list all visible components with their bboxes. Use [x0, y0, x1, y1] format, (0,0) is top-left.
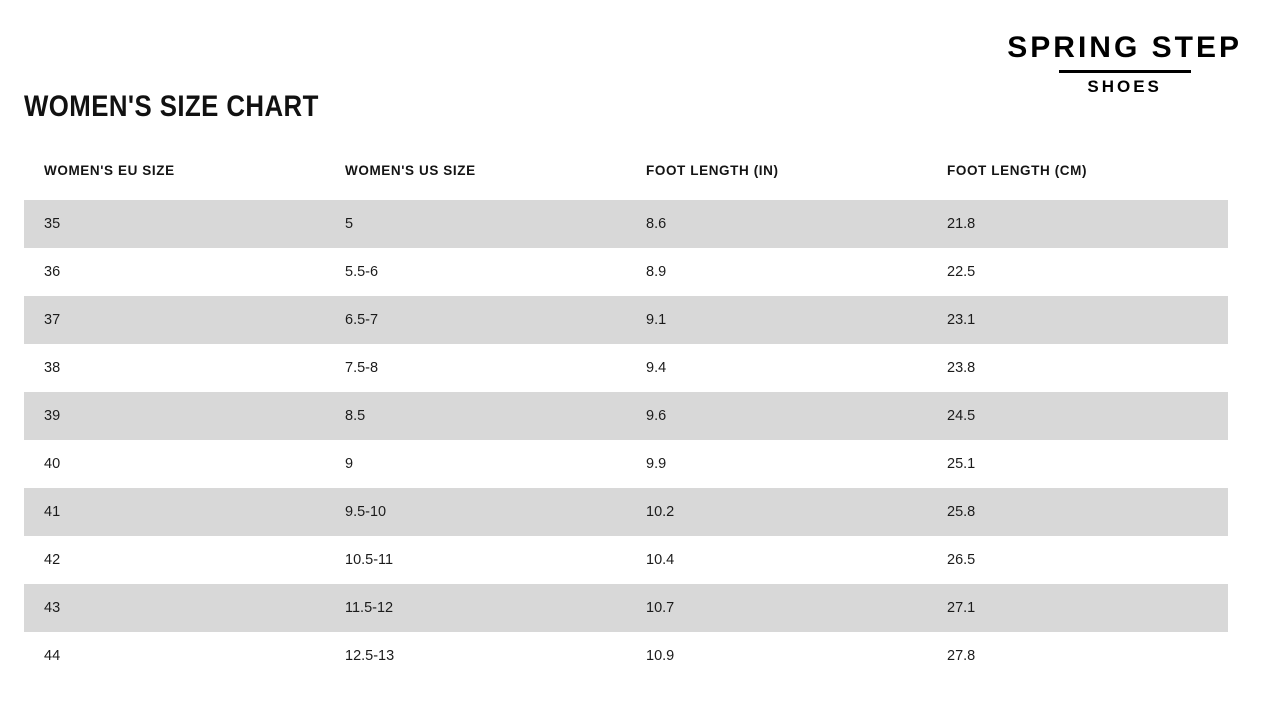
cell-foot-length-cm: 25.1	[927, 440, 1228, 488]
table-row	[24, 248, 1228, 296]
table-header	[24, 163, 1228, 200]
cell-foot-length-cm: 25.8	[927, 488, 1228, 536]
cell-us-size: 5.5-6	[325, 248, 626, 296]
cell-foot-length-cm: 23.1	[927, 296, 1228, 344]
cell-us-size: 7.5-8	[325, 344, 626, 392]
brand-subtitle: SHOES	[1087, 76, 1162, 96]
cell-us-size: 5	[325, 200, 626, 248]
size-chart-table	[24, 163, 1228, 680]
cell-foot-length-in: 9.9	[626, 440, 927, 488]
cell-foot-length-in: 10.2	[626, 488, 927, 536]
table-header-row	[24, 163, 1228, 200]
table-row	[24, 632, 1228, 680]
cell-foot-length-cm: 27.8	[927, 632, 1228, 680]
cell-foot-length-cm: 24.5	[927, 392, 1228, 440]
cell-us-size: 12.5-13	[325, 632, 626, 680]
cell-eu-size: 36	[24, 248, 325, 296]
cell-foot-length-in: 10.7	[626, 584, 927, 632]
cell-us-size: 11.5-12	[325, 584, 626, 632]
cell-us-size: 8.5	[325, 392, 626, 440]
cell-us-size: 10.5-11	[325, 536, 626, 584]
cell-foot-length-in: 9.6	[626, 392, 927, 440]
column-header-foot-length-cm: FOOT LENGTH (CM)	[947, 163, 1088, 178]
cell-us-size: 6.5-7	[325, 296, 626, 344]
cell-foot-length-cm: 27.1	[927, 584, 1228, 632]
column-header-us-size: WOMEN'S US SIZE	[345, 163, 476, 178]
cell-eu-size: 44	[24, 632, 325, 680]
brand-divider	[1059, 70, 1191, 73]
table-row	[24, 296, 1228, 344]
cell-eu-size: 40	[24, 440, 325, 488]
table-row	[24, 440, 1228, 488]
cell-eu-size: 38	[24, 344, 325, 392]
table-row	[24, 584, 1228, 632]
cell-us-size: 9	[325, 440, 626, 488]
cell-eu-size: 42	[24, 536, 325, 584]
brand-name: SPRING STEP	[1007, 31, 1242, 64]
table-row	[24, 200, 1228, 248]
cell-foot-length-in: 8.6	[626, 200, 927, 248]
cell-foot-length-in: 10.4	[626, 536, 927, 584]
table-body	[24, 200, 1228, 680]
cell-eu-size: 41	[24, 488, 325, 536]
column-header-foot-length-in: FOOT LENGTH (IN)	[646, 163, 779, 178]
cell-foot-length-cm: 21.8	[927, 200, 1228, 248]
cell-eu-size: 37	[24, 296, 325, 344]
table-row	[24, 536, 1228, 584]
table-row	[24, 344, 1228, 392]
brand-logo	[1007, 32, 1242, 97]
cell-foot-length-in: 9.4	[626, 344, 927, 392]
cell-eu-size: 35	[24, 200, 325, 248]
column-header-eu-size: WOMEN'S EU SIZE	[44, 163, 175, 178]
cell-foot-length-in: 8.9	[626, 248, 927, 296]
cell-eu-size: 43	[24, 584, 325, 632]
cell-foot-length-cm: 22.5	[927, 248, 1228, 296]
cell-eu-size: 39	[24, 392, 325, 440]
table-row	[24, 488, 1228, 536]
page-title: WOMEN'S SIZE CHART	[24, 90, 319, 123]
cell-foot-length-in: 9.1	[626, 296, 927, 344]
cell-us-size: 9.5-10	[325, 488, 626, 536]
cell-foot-length-cm: 26.5	[927, 536, 1228, 584]
cell-foot-length-in: 10.9	[626, 632, 927, 680]
cell-foot-length-cm: 23.8	[927, 344, 1228, 392]
table-row	[24, 392, 1228, 440]
